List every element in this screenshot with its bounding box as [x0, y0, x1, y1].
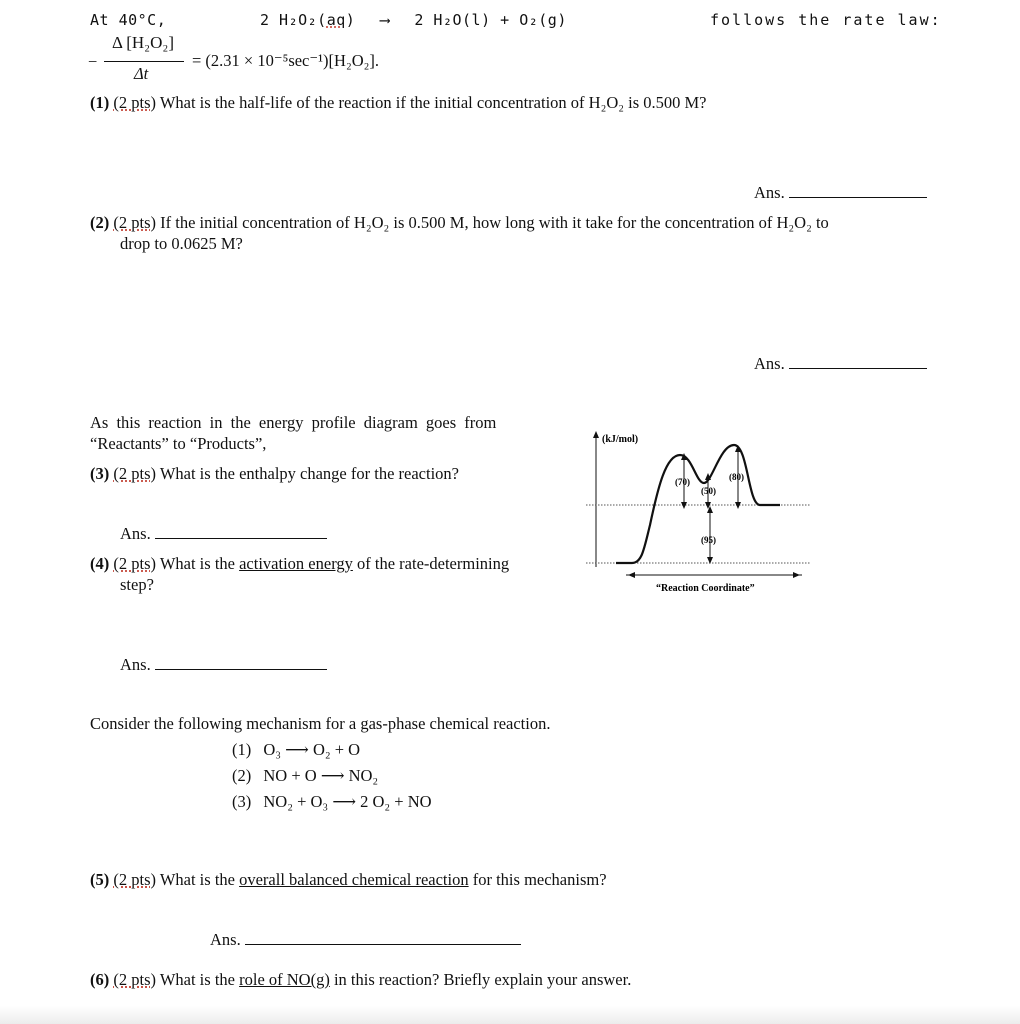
reaction-arrow-icon: ⟶: [380, 11, 390, 29]
q6-text-pre: What is the: [159, 970, 235, 989]
label-50: (50): [701, 486, 716, 496]
temperature-text: At 40°C,: [90, 11, 167, 29]
q3-number: (3): [90, 464, 110, 483]
q5-points: (2 pts): [113, 870, 156, 889]
rate-denominator: Δt: [134, 64, 149, 83]
q2-text: If the initial concentration of H₂O₂ is 0.500 M, how long with it take for the concentration of H₂O₂ to: [160, 213, 829, 232]
q2-answer: [754, 354, 927, 374]
x-axis-left-arrow-icon: [628, 572, 635, 578]
q5-answer: [210, 930, 521, 950]
q1-number: (1): [90, 93, 110, 112]
reaction-lhs: 2 H₂O₂(: [260, 11, 327, 29]
step-1-rhs: O₂ + O: [312, 740, 361, 759]
mechanism-step-2: [232, 766, 378, 786]
q1-text: What is the half-life of the reaction if the initial concentration of H₂O₂ is 0.500 M?: [159, 93, 707, 112]
step-2-arrow-icon: ⟶: [320, 766, 345, 785]
question-2: [90, 213, 829, 233]
q1-answer: [754, 183, 927, 203]
q5-text-post: for this mechanism?: [472, 870, 607, 889]
step-3-rhs: 2 O₂ + NO: [360, 792, 432, 811]
reaction-aq: aq: [326, 11, 346, 29]
q2-text-line2: drop to 0.0625 M?: [120, 234, 243, 253]
q4-text-line2: step?: [120, 575, 154, 594]
q3-answer-label: Ans.: [120, 524, 151, 543]
label-95: (95): [701, 535, 716, 545]
step-2-number: (2): [232, 766, 252, 785]
step-3-arrow-icon: ⟶: [332, 792, 356, 811]
q4-answer: [120, 655, 327, 675]
q4-points: (2 pts): [113, 554, 156, 573]
q6-role-of-no: role of NO(g): [239, 970, 330, 989]
fraction-bar: [104, 61, 184, 62]
step-2-rhs: NO₂: [348, 766, 379, 785]
q5-answer-label: Ans.: [210, 930, 241, 949]
step-3-number: (3): [232, 792, 252, 811]
follows-text: follows the rate law:: [710, 11, 942, 29]
x-axis-right-arrow-icon: [793, 572, 800, 578]
q3-points: (2 pts): [113, 464, 156, 483]
q4-answer-label: Ans.: [120, 655, 151, 674]
question-1: [90, 93, 707, 113]
q4-text-post: of the rate-determining: [357, 554, 510, 573]
rate-numerator: Δ [H₂O₂]: [112, 33, 174, 52]
reaction-paren: ): [345, 11, 356, 29]
q1-answer-label: Ans.: [754, 183, 785, 202]
q3-answer-blank[interactable]: [155, 524, 327, 539]
step-2-lhs: NO + O: [263, 766, 317, 785]
reaction-equation: [260, 11, 567, 29]
energy-intro-line2: “Reactants” to “Products”,: [90, 434, 267, 453]
question-6: [90, 970, 631, 990]
q4-activation-energy: activation energy: [239, 554, 353, 573]
q6-number: (6): [90, 970, 110, 989]
energy-profile-diagram: [580, 425, 820, 600]
q2-answer-blank[interactable]: [789, 354, 927, 369]
energy-intro-line1: As this reaction in the energy profile diagram goes from: [90, 413, 497, 432]
q5-text-pre: What is the: [159, 870, 235, 889]
q1-answer-blank[interactable]: [789, 183, 927, 198]
q2-number: (2): [90, 213, 110, 232]
question-4: [90, 554, 509, 574]
x-axis-label: “Reaction Coordinate”: [656, 583, 755, 594]
q2-points: (2 pts): [113, 213, 156, 232]
step-1-arrow-icon: ⟶: [285, 740, 309, 759]
mechanism-step-1: [232, 740, 360, 760]
label-70: (70): [675, 477, 690, 487]
q4-answer-blank[interactable]: [155, 655, 327, 670]
mechanism-step-3: [232, 792, 432, 812]
q3-answer: [120, 524, 327, 544]
q4-text-pre: What is the: [159, 554, 235, 573]
rate-law-rhs: = (2.31 × 10⁻⁵sec⁻¹)[H₂O₂].: [192, 51, 379, 70]
mechanism-intro: Consider the following mechanism for a gas-phase chemical reaction.: [90, 714, 551, 733]
q4-number: (4): [90, 554, 110, 573]
step-1-number: (1): [232, 740, 252, 759]
q2-answer-label: Ans.: [754, 354, 785, 373]
q6-points: (2 pts): [113, 970, 156, 989]
q3-text: What is the enthalpy change for the reaction?: [159, 464, 459, 483]
step-3-lhs: NO₂ + O₃: [263, 792, 329, 811]
q5-number: (5): [90, 870, 110, 889]
y-axis-label: (kJ/mol): [602, 434, 639, 445]
q6-text-post: in this reaction? Briefly explain your answer.: [333, 970, 632, 989]
minus-sign: −: [88, 52, 98, 71]
question-3: [90, 464, 459, 484]
reaction-energy-curve: [616, 445, 780, 563]
question-5: [90, 870, 607, 890]
reaction-rhs: 2 H₂O(l) + O₂(g): [414, 11, 567, 29]
q5-overall-reaction: overall balanced chemical reaction: [239, 870, 469, 889]
label-80: (80): [729, 472, 744, 482]
step-1-lhs: O₃: [263, 740, 282, 759]
y-axis-arrow-icon: [593, 431, 599, 438]
q5-answer-blank[interactable]: [245, 930, 521, 945]
q1-points: (2 pts): [113, 93, 156, 112]
page-bottom-edge: [0, 1006, 1020, 1024]
